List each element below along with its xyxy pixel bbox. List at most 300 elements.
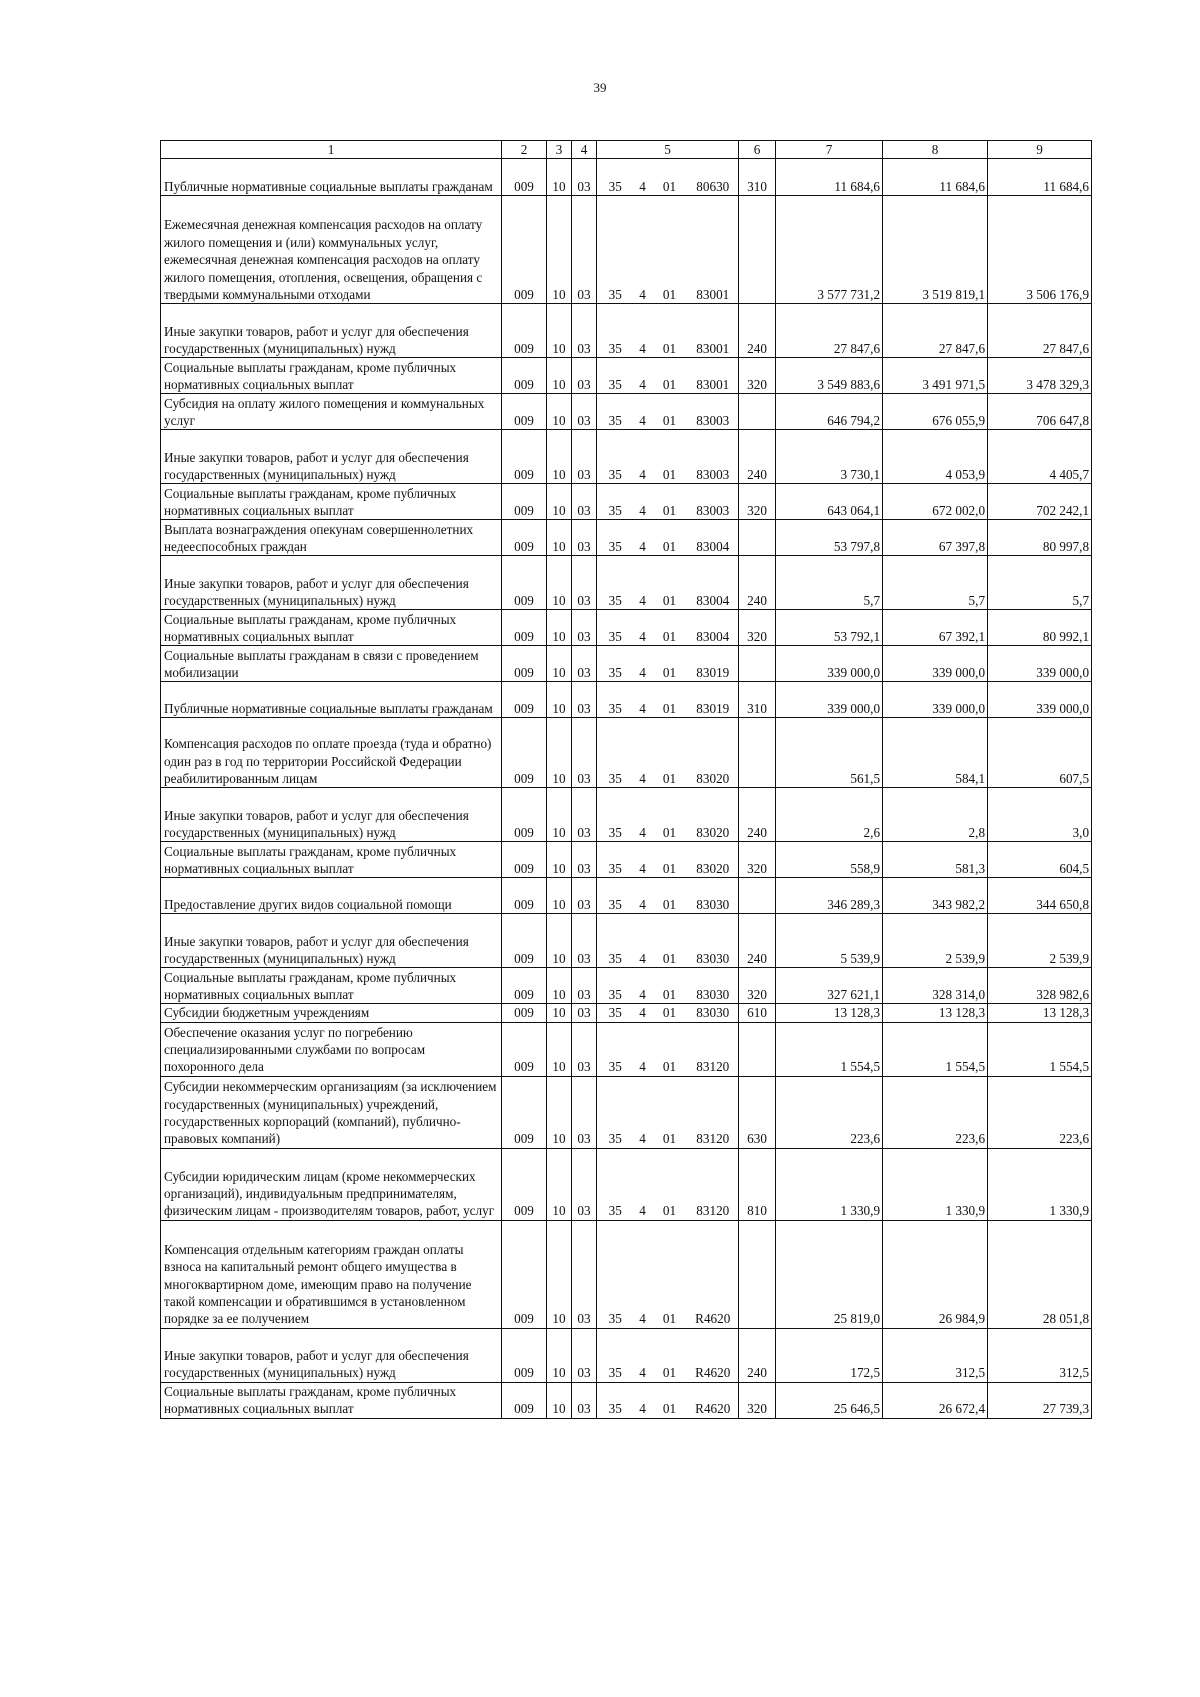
- row-ministry-code: 009: [502, 484, 547, 520]
- row-direction-code: 83020: [688, 718, 739, 788]
- row-section-code: 10: [547, 159, 572, 196]
- row-event-code: 01: [652, 646, 688, 682]
- row-program-code: 35: [597, 718, 634, 788]
- row-expense-type: 610: [739, 1004, 776, 1022]
- row-subprogram-code: 4: [634, 842, 652, 878]
- row-direction-code: 83003: [688, 394, 739, 430]
- row-amount-year3: 3,0: [988, 788, 1092, 842]
- page-number: 39: [593, 80, 607, 95]
- header-cell: 5: [597, 141, 739, 159]
- row-section-code: 10: [547, 484, 572, 520]
- row-name: Социальные выплаты гражданам, кроме публичных нормативных социальных выплат: [161, 358, 502, 394]
- row-name: Иные закупки товаров, работ и услуг для обеспечения государственных (муниципальных) нужд: [161, 1328, 502, 1382]
- table-row: [161, 196, 1092, 304]
- row-expense-type: 240: [739, 430, 776, 484]
- row-amount-year2: 26 672,4: [883, 1382, 988, 1418]
- row-section-code: 10: [547, 610, 572, 646]
- row-section-code: 10: [547, 304, 572, 358]
- budget-table: [160, 140, 1092, 1419]
- row-program-code: 35: [597, 304, 634, 358]
- table-row: [161, 394, 1092, 430]
- row-amount-year1: 3 730,1: [776, 430, 883, 484]
- row-name: Субсидии бюджетным учреждениям: [161, 1004, 502, 1022]
- row-program-code: 35: [597, 1076, 634, 1148]
- row-amount-year1: 3 577 731,2: [776, 196, 883, 304]
- row-amount-year1: 3 549 883,6: [776, 358, 883, 394]
- table-row: [161, 788, 1092, 842]
- row-subsection-code: 03: [572, 718, 597, 788]
- table-row: [161, 159, 1092, 196]
- row-ministry-code: 009: [502, 1004, 547, 1022]
- row-amount-year2: 67 397,8: [883, 520, 988, 556]
- row-amount-year2: 584,1: [883, 718, 988, 788]
- row-amount-year1: 1 330,9: [776, 1148, 883, 1220]
- row-section-code: 10: [547, 1022, 572, 1076]
- header-cell: 2: [502, 141, 547, 159]
- table-row: [161, 682, 1092, 718]
- row-name: Ежемесячная денежная компенсация расходов на оплату жилого помещения и (или) коммунальных услуг, ежемесячная денежная компенсация расходов на оплату жилого помещения, отопления, освещения, обращения с твердыми коммунальными отходами: [161, 196, 502, 304]
- row-amount-year1: 2,6: [776, 788, 883, 842]
- row-amount-year1: 25 646,5: [776, 1382, 883, 1418]
- row-subsection-code: 03: [572, 484, 597, 520]
- row-ministry-code: 009: [502, 1148, 547, 1220]
- row-ministry-code: 009: [502, 646, 547, 682]
- row-ministry-code: 009: [502, 968, 547, 1004]
- row-name: Предоставление других видов социальной помощи: [161, 878, 502, 914]
- row-subprogram-code: 4: [634, 1076, 652, 1148]
- row-name: Субсидии некоммерческим организациям (за исключением государственных (муниципальных) учреждений, государственных корпораций (компаний), публично-правовых компаний): [161, 1076, 502, 1148]
- row-expense-type: [739, 1220, 776, 1328]
- row-ministry-code: 009: [502, 878, 547, 914]
- row-expense-type: 310: [739, 682, 776, 718]
- row-amount-year3: 3 478 329,3: [988, 358, 1092, 394]
- row-event-code: 01: [652, 1022, 688, 1076]
- row-amount-year2: 676 055,9: [883, 394, 988, 430]
- row-program-code: 35: [597, 358, 634, 394]
- row-subsection-code: 03: [572, 304, 597, 358]
- row-amount-year1: 643 064,1: [776, 484, 883, 520]
- row-event-code: 01: [652, 878, 688, 914]
- row-amount-year1: 346 289,3: [776, 878, 883, 914]
- row-subprogram-code: 4: [634, 1382, 652, 1418]
- row-section-code: 10: [547, 556, 572, 610]
- header-cell: 7: [776, 141, 883, 159]
- row-amount-year3: 1 554,5: [988, 1022, 1092, 1076]
- row-subprogram-code: 4: [634, 718, 652, 788]
- row-program-code: 35: [597, 394, 634, 430]
- header-row: [161, 141, 1092, 159]
- row-amount-year3: 2 539,9: [988, 914, 1092, 968]
- row-direction-code: 83030: [688, 968, 739, 1004]
- row-expense-type: [739, 520, 776, 556]
- row-direction-code: 83001: [688, 358, 739, 394]
- row-section-code: 10: [547, 646, 572, 682]
- row-expense-type: 320: [739, 484, 776, 520]
- row-amount-year2: 312,5: [883, 1328, 988, 1382]
- row-name: Публичные нормативные социальные выплаты гражданам: [161, 159, 502, 196]
- row-subprogram-code: 4: [634, 394, 652, 430]
- row-subprogram-code: 4: [634, 1328, 652, 1382]
- header-cell: 6: [739, 141, 776, 159]
- row-name: Социальные выплаты гражданам, кроме публичных нормативных социальных выплат: [161, 484, 502, 520]
- row-name: Социальные выплаты гражданам в связи с проведением мобилизации: [161, 646, 502, 682]
- row-direction-code: 80630: [688, 159, 739, 196]
- row-subsection-code: 03: [572, 610, 597, 646]
- row-section-code: 10: [547, 968, 572, 1004]
- row-section-code: 10: [547, 1328, 572, 1382]
- row-subprogram-code: 4: [634, 610, 652, 646]
- row-event-code: 01: [652, 430, 688, 484]
- row-subsection-code: 03: [572, 196, 597, 304]
- row-ministry-code: 009: [502, 358, 547, 394]
- row-direction-code: 83004: [688, 610, 739, 646]
- row-program-code: 35: [597, 520, 634, 556]
- row-name: Иные закупки товаров, работ и услуг для обеспечения государственных (муниципальных) нужд: [161, 304, 502, 358]
- row-amount-year3: 702 242,1: [988, 484, 1092, 520]
- row-name: Социальные выплаты гражданам, кроме публичных нормативных социальных выплат: [161, 610, 502, 646]
- row-ministry-code: 009: [502, 304, 547, 358]
- row-direction-code: 83020: [688, 842, 739, 878]
- row-amount-year2: 328 314,0: [883, 968, 988, 1004]
- row-amount-year3: 607,5: [988, 718, 1092, 788]
- row-name: Выплата вознаграждения опекунам совершеннолетних недееспособных граждан: [161, 520, 502, 556]
- row-amount-year3: 223,6: [988, 1076, 1092, 1148]
- row-direction-code: R4620: [688, 1328, 739, 1382]
- row-amount-year1: 339 000,0: [776, 646, 883, 682]
- row-name: Компенсация отдельным категориям граждан оплаты взноса на капитальный ремонт общего имущества в многоквартирном доме, имеющим право на получение такой компенсации и обратившимся в установленном порядке за ее получением: [161, 1220, 502, 1328]
- table-row: [161, 304, 1092, 358]
- row-amount-year2: 67 392,1: [883, 610, 988, 646]
- row-amount-year3: 13 128,3: [988, 1004, 1092, 1022]
- row-program-code: 35: [597, 914, 634, 968]
- table-row: [161, 358, 1092, 394]
- row-subsection-code: 03: [572, 520, 597, 556]
- row-program-code: 35: [597, 646, 634, 682]
- row-amount-year3: 80 997,8: [988, 520, 1092, 556]
- row-direction-code: 83120: [688, 1022, 739, 1076]
- row-name: Обеспечение оказания услуг по погребению специализированными службами по вопросам похоронного дела: [161, 1022, 502, 1076]
- row-amount-year2: 4 053,9: [883, 430, 988, 484]
- row-amount-year1: 1 554,5: [776, 1022, 883, 1076]
- row-amount-year3: 339 000,0: [988, 646, 1092, 682]
- row-event-code: 01: [652, 968, 688, 1004]
- row-event-code: 01: [652, 788, 688, 842]
- row-ministry-code: 009: [502, 520, 547, 556]
- row-amount-year3: 11 684,6: [988, 159, 1092, 196]
- row-name: Субсидии юридическим лицам (кроме некоммерческих организаций), индивидуальным предпринимателям, физическим лицам - производителям товаров, работ, услуг: [161, 1148, 502, 1220]
- row-name: Публичные нормативные социальные выплаты гражданам: [161, 682, 502, 718]
- row-program-code: 35: [597, 842, 634, 878]
- row-event-code: 01: [652, 1220, 688, 1328]
- row-section-code: 10: [547, 1004, 572, 1022]
- row-subsection-code: 03: [572, 1076, 597, 1148]
- row-event-code: 01: [652, 1328, 688, 1382]
- row-section-code: 10: [547, 1076, 572, 1148]
- table-row: [161, 842, 1092, 878]
- table-row: [161, 1004, 1092, 1022]
- row-direction-code: 83120: [688, 1148, 739, 1220]
- row-amount-year1: 223,6: [776, 1076, 883, 1148]
- row-ministry-code: 009: [502, 556, 547, 610]
- row-amount-year2: 1 330,9: [883, 1148, 988, 1220]
- header-cell: 3: [547, 141, 572, 159]
- row-event-code: 01: [652, 1382, 688, 1418]
- row-subprogram-code: 4: [634, 430, 652, 484]
- row-program-code: 35: [597, 1022, 634, 1076]
- row-subprogram-code: 4: [634, 682, 652, 718]
- row-subsection-code: 03: [572, 1022, 597, 1076]
- row-event-code: 01: [652, 556, 688, 610]
- row-section-code: 10: [547, 842, 572, 878]
- row-subprogram-code: 4: [634, 1220, 652, 1328]
- row-expense-type: [739, 394, 776, 430]
- row-expense-type: 240: [739, 1328, 776, 1382]
- table-row: [161, 1076, 1092, 1148]
- row-program-code: 35: [597, 1004, 634, 1022]
- row-program-code: 35: [597, 1328, 634, 1382]
- row-direction-code: 83004: [688, 520, 739, 556]
- table-row: [161, 718, 1092, 788]
- table-row: [161, 1148, 1092, 1220]
- row-amount-year3: 339 000,0: [988, 682, 1092, 718]
- row-amount-year1: 27 847,6: [776, 304, 883, 358]
- row-expense-type: 320: [739, 1382, 776, 1418]
- row-program-code: 35: [597, 556, 634, 610]
- row-program-code: 35: [597, 610, 634, 646]
- row-program-code: 35: [597, 968, 634, 1004]
- row-direction-code: 83003: [688, 484, 739, 520]
- row-amount-year2: 27 847,6: [883, 304, 988, 358]
- row-amount-year3: 328 982,6: [988, 968, 1092, 1004]
- row-amount-year2: 1 554,5: [883, 1022, 988, 1076]
- row-amount-year2: 223,6: [883, 1076, 988, 1148]
- row-ministry-code: 009: [502, 1022, 547, 1076]
- row-amount-year3: 3 506 176,9: [988, 196, 1092, 304]
- table-body: [161, 141, 1092, 1419]
- row-event-code: 01: [652, 1148, 688, 1220]
- row-section-code: 10: [547, 1382, 572, 1418]
- row-direction-code: 83001: [688, 196, 739, 304]
- row-subsection-code: 03: [572, 430, 597, 484]
- row-subsection-code: 03: [572, 1382, 597, 1418]
- row-section-code: 10: [547, 878, 572, 914]
- row-subsection-code: 03: [572, 1328, 597, 1382]
- row-section-code: 10: [547, 358, 572, 394]
- header-cell: 9: [988, 141, 1092, 159]
- row-direction-code: 83020: [688, 788, 739, 842]
- row-amount-year1: 11 684,6: [776, 159, 883, 196]
- row-section-code: 10: [547, 394, 572, 430]
- table-row: [161, 878, 1092, 914]
- row-event-code: 01: [652, 682, 688, 718]
- row-program-code: 35: [597, 1148, 634, 1220]
- row-section-code: 10: [547, 196, 572, 304]
- row-subsection-code: 03: [572, 914, 597, 968]
- row-expense-type: 240: [739, 788, 776, 842]
- row-section-code: 10: [547, 430, 572, 484]
- row-amount-year2: 26 984,9: [883, 1220, 988, 1328]
- row-amount-year1: 339 000,0: [776, 682, 883, 718]
- row-program-code: 35: [597, 159, 634, 196]
- row-subprogram-code: 4: [634, 304, 652, 358]
- row-amount-year3: 4 405,7: [988, 430, 1092, 484]
- table-row: [161, 1382, 1092, 1418]
- row-amount-year1: 561,5: [776, 718, 883, 788]
- table-row: [161, 1328, 1092, 1382]
- row-expense-type: 810: [739, 1148, 776, 1220]
- row-amount-year3: 80 992,1: [988, 610, 1092, 646]
- row-direction-code: 83004: [688, 556, 739, 610]
- row-event-code: 01: [652, 159, 688, 196]
- row-amount-year3: 706 647,8: [988, 394, 1092, 430]
- row-amount-year1: 5,7: [776, 556, 883, 610]
- row-subsection-code: 03: [572, 1148, 597, 1220]
- row-expense-type: [739, 718, 776, 788]
- row-amount-year3: 27 739,3: [988, 1382, 1092, 1418]
- row-event-code: 01: [652, 196, 688, 304]
- table-row: [161, 1022, 1092, 1076]
- row-subprogram-code: 4: [634, 914, 652, 968]
- row-direction-code: 83019: [688, 646, 739, 682]
- row-event-code: 01: [652, 914, 688, 968]
- row-ministry-code: 009: [502, 1328, 547, 1382]
- row-expense-type: [739, 196, 776, 304]
- row-ministry-code: 009: [502, 842, 547, 878]
- row-section-code: 10: [547, 718, 572, 788]
- row-subsection-code: 03: [572, 394, 597, 430]
- row-ministry-code: 009: [502, 159, 547, 196]
- row-program-code: 35: [597, 788, 634, 842]
- row-amount-year2: 3 519 819,1: [883, 196, 988, 304]
- row-name: Компенсация расходов по оплате проезда (туда и обратно) один раз в год по территории Российской Федерации реабилитированным лицам: [161, 718, 502, 788]
- row-name: Социальные выплаты гражданам, кроме публичных нормативных социальных выплат: [161, 968, 502, 1004]
- row-expense-type: 310: [739, 159, 776, 196]
- row-subsection-code: 03: [572, 1004, 597, 1022]
- row-amount-year2: 13 128,3: [883, 1004, 988, 1022]
- row-direction-code: 83120: [688, 1076, 739, 1148]
- row-subprogram-code: 4: [634, 520, 652, 556]
- table-row: [161, 520, 1092, 556]
- row-amount-year3: 1 330,9: [988, 1148, 1092, 1220]
- row-subsection-code: 03: [572, 646, 597, 682]
- row-expense-type: 320: [739, 610, 776, 646]
- row-name: Иные закупки товаров, работ и услуг для обеспечения государственных (муниципальных) нужд: [161, 788, 502, 842]
- row-name: Социальные выплаты гражданам, кроме публичных нормативных социальных выплат: [161, 1382, 502, 1418]
- table-row: [161, 968, 1092, 1004]
- row-subsection-code: 03: [572, 159, 597, 196]
- row-subsection-code: 03: [572, 788, 597, 842]
- row-expense-type: 240: [739, 556, 776, 610]
- table-row: [161, 914, 1092, 968]
- row-subsection-code: 03: [572, 682, 597, 718]
- table-row: [161, 610, 1092, 646]
- row-name: Иные закупки товаров, работ и услуг для обеспечения государственных (муниципальных) нужд: [161, 556, 502, 610]
- row-section-code: 10: [547, 1148, 572, 1220]
- row-expense-type: [739, 878, 776, 914]
- row-amount-year3: 604,5: [988, 842, 1092, 878]
- row-amount-year1: 13 128,3: [776, 1004, 883, 1022]
- row-subprogram-code: 4: [634, 159, 652, 196]
- row-amount-year3: 28 051,8: [988, 1220, 1092, 1328]
- row-section-code: 10: [547, 1220, 572, 1328]
- row-subprogram-code: 4: [634, 1148, 652, 1220]
- row-amount-year2: 11 684,6: [883, 159, 988, 196]
- row-program-code: 35: [597, 430, 634, 484]
- row-subprogram-code: 4: [634, 968, 652, 1004]
- row-amount-year2: 3 491 971,5: [883, 358, 988, 394]
- header-cell: 1: [161, 141, 502, 159]
- row-event-code: 01: [652, 718, 688, 788]
- row-expense-type: [739, 646, 776, 682]
- row-event-code: 01: [652, 304, 688, 358]
- row-expense-type: 320: [739, 358, 776, 394]
- row-section-code: 10: [547, 914, 572, 968]
- table-row: [161, 646, 1092, 682]
- table-row: [161, 1220, 1092, 1328]
- row-program-code: 35: [597, 196, 634, 304]
- header-cell: 8: [883, 141, 988, 159]
- row-amount-year2: 5,7: [883, 556, 988, 610]
- row-subprogram-code: 4: [634, 196, 652, 304]
- row-expense-type: 240: [739, 914, 776, 968]
- row-event-code: 01: [652, 1004, 688, 1022]
- row-subsection-code: 03: [572, 968, 597, 1004]
- row-event-code: 01: [652, 394, 688, 430]
- row-ministry-code: 009: [502, 1220, 547, 1328]
- row-direction-code: 83003: [688, 430, 739, 484]
- row-ministry-code: 009: [502, 914, 547, 968]
- row-ministry-code: 009: [502, 1076, 547, 1148]
- row-name: Иные закупки товаров, работ и услуг для обеспечения государственных (муниципальных) нужд: [161, 914, 502, 968]
- table-row: [161, 430, 1092, 484]
- row-section-code: 10: [547, 788, 572, 842]
- row-amount-year2: 2 539,9: [883, 914, 988, 968]
- row-subprogram-code: 4: [634, 1022, 652, 1076]
- row-amount-year2: 343 982,2: [883, 878, 988, 914]
- row-program-code: 35: [597, 1382, 634, 1418]
- row-amount-year3: 27 847,6: [988, 304, 1092, 358]
- row-subsection-code: 03: [572, 556, 597, 610]
- row-name: Субсидия на оплату жилого помещения и коммунальных услуг: [161, 394, 502, 430]
- row-amount-year2: 672 002,0: [883, 484, 988, 520]
- row-expense-type: [739, 1022, 776, 1076]
- row-amount-year1: 5 539,9: [776, 914, 883, 968]
- row-amount-year2: 339 000,0: [883, 682, 988, 718]
- row-ministry-code: 009: [502, 718, 547, 788]
- row-amount-year1: 327 621,1: [776, 968, 883, 1004]
- row-program-code: 35: [597, 878, 634, 914]
- table-row: [161, 484, 1092, 520]
- row-section-code: 10: [547, 682, 572, 718]
- row-amount-year2: 2,8: [883, 788, 988, 842]
- row-name: Социальные выплаты гражданам, кроме публичных нормативных социальных выплат: [161, 842, 502, 878]
- row-ministry-code: 009: [502, 682, 547, 718]
- row-ministry-code: 009: [502, 610, 547, 646]
- row-amount-year2: 339 000,0: [883, 646, 988, 682]
- row-direction-code: 83030: [688, 914, 739, 968]
- row-amount-year1: 53 797,8: [776, 520, 883, 556]
- row-ministry-code: 009: [502, 430, 547, 484]
- row-subsection-code: 03: [572, 358, 597, 394]
- row-name: Иные закупки товаров, работ и услуг для обеспечения государственных (муниципальных) нужд: [161, 430, 502, 484]
- row-event-code: 01: [652, 610, 688, 646]
- row-amount-year1: 172,5: [776, 1328, 883, 1382]
- row-ministry-code: 009: [502, 1382, 547, 1418]
- row-ministry-code: 009: [502, 788, 547, 842]
- row-ministry-code: 009: [502, 196, 547, 304]
- row-amount-year2: 581,3: [883, 842, 988, 878]
- row-subprogram-code: 4: [634, 556, 652, 610]
